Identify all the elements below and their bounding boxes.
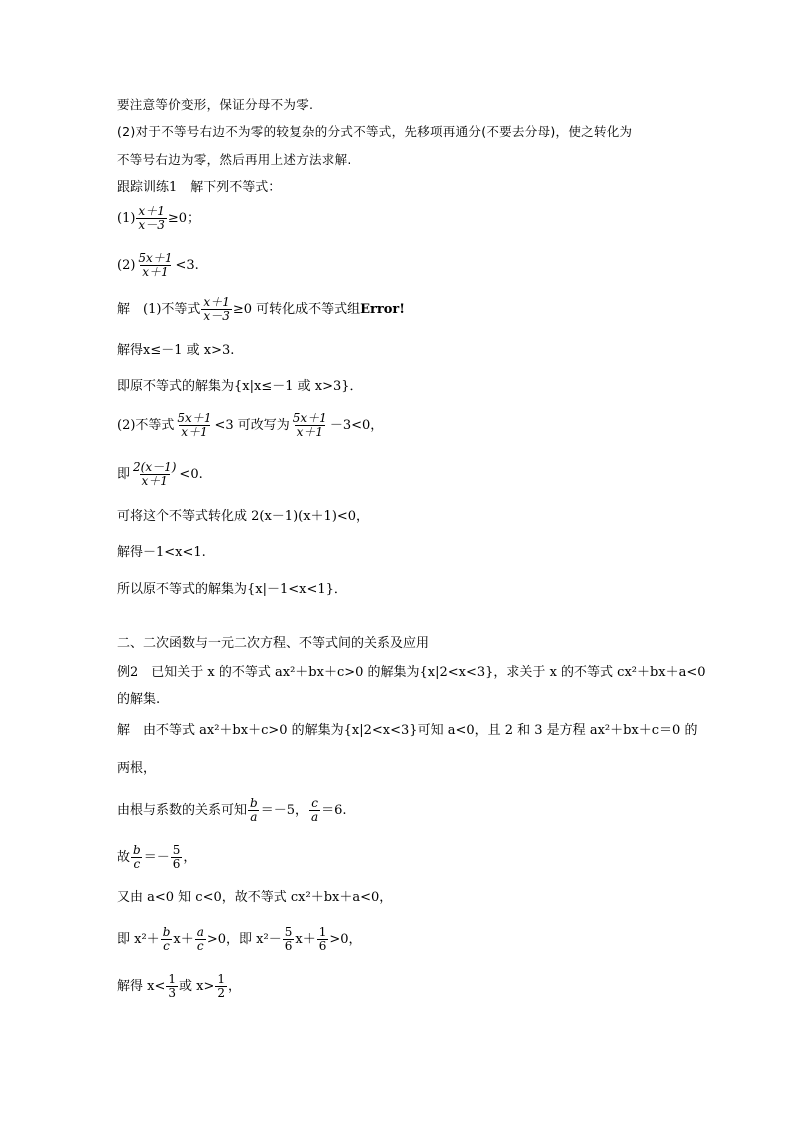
solution-line-6-term-1: x＋	[173, 931, 194, 947]
training-title	[117, 180, 281, 196]
fraction-numerator: 1	[318, 925, 327, 939]
solution-line-3-suffix: ＝6.	[321, 802, 347, 818]
example-2-solution-line-3	[117, 797, 347, 824]
intro-line-2	[117, 124, 632, 140]
solution-line-6-prefix: 即 x²＋	[117, 931, 160, 947]
solution-1-line-c	[117, 379, 363, 395]
solution-1-line-h	[117, 582, 347, 598]
fraction	[136, 205, 166, 232]
solution-1-line-b	[117, 343, 234, 359]
fraction-numerator: 5x＋1	[292, 411, 327, 425]
fraction-numerator: b	[133, 843, 141, 857]
fraction-denominator: 6	[172, 857, 181, 871]
training-problem-1	[117, 205, 200, 232]
fraction-numerator: 1	[217, 972, 225, 986]
fraction	[131, 844, 143, 871]
example-2-solution-text-1: 解 由不等式 ax²＋bx＋c>0 的解集为{x|2<x<3}可知 a<0，且 2 和 3 是方程 ax²＋bx＋c＝0 的	[117, 723, 698, 738]
intro-text-1: 要注意等价变形，保证分母不为零.	[117, 97, 314, 112]
fraction-denominator: a	[310, 810, 319, 824]
fraction	[317, 926, 329, 953]
solution-line-6-term-2: >0，即 x²－	[206, 931, 282, 947]
example-2-line-1	[117, 665, 706, 681]
fraction-numerator: 5x＋1	[177, 411, 212, 425]
solution-line-6-suffix: >0，	[329, 931, 362, 947]
fraction-denominator: c	[133, 857, 141, 871]
example-2-solution-line-6	[117, 926, 362, 953]
fraction-numerator: x＋1	[138, 204, 165, 218]
fraction-numerator: b	[250, 796, 258, 810]
problem-1-label: (1)	[117, 210, 136, 226]
fraction-numerator: 5	[284, 925, 293, 939]
intro-line-1	[117, 97, 313, 113]
fraction-numerator: 2(x－1)	[133, 460, 177, 474]
example-2-solution-line-7	[117, 973, 241, 1000]
solution-1-d-suffix: －3<0，	[329, 417, 384, 433]
solution-line-5-text: 又由 a<0 知 c<0，故不等式 cx²＋bx＋a<0，	[117, 890, 393, 905]
fraction	[283, 926, 295, 953]
fraction-denominator: 2	[217, 986, 225, 1000]
fraction	[248, 797, 260, 824]
fraction-denominator: x＋1	[142, 265, 169, 279]
fraction-numerator: 5	[172, 843, 181, 857]
fraction-denominator: x－3	[138, 218, 165, 232]
solution-line-4-prefix: 故	[117, 849, 131, 865]
solution-line-3-mid: ＝－5，	[260, 802, 308, 818]
solution-1-line-f	[117, 509, 369, 525]
fraction	[136, 252, 174, 279]
example-2-line-2	[117, 692, 160, 708]
intro-text-3: 不等号右边为零，然后再用上述方法求解.	[117, 152, 352, 167]
solution-line-4-mid: ＝－	[143, 849, 170, 865]
solution-1-d-mid: <3 可改写为	[214, 417, 290, 433]
fraction-denominator: x＋1	[181, 425, 208, 439]
solution-line-7-suffix: ，	[228, 978, 242, 994]
fraction-numerator: 5x＋1	[138, 251, 173, 265]
example-2-text-1: 例2 已知关于 x 的不等式 ax²＋bx＋c>0 的解集为{x|2<x<3}，求关于 x 的不等式 cx²＋bx＋a<0	[117, 665, 706, 680]
fraction-denominator: x＋1	[296, 425, 323, 439]
fraction-denominator: a	[250, 810, 258, 824]
example-2-text-2: 的解集.	[117, 692, 161, 707]
solution-1-c-text: 即原不等式的解集为{x|x≤－1 或 x>3}．	[117, 379, 363, 394]
fraction	[171, 844, 183, 871]
fraction	[215, 973, 227, 1000]
fraction	[201, 296, 231, 323]
fraction-numerator: 1	[168, 972, 176, 986]
fraction-denominator: c	[196, 939, 204, 953]
fraction	[309, 797, 320, 824]
solution-line-3-prefix: 由根与系数的关系可知	[117, 802, 248, 818]
example-2-solution-line-5	[117, 890, 392, 906]
solution-1-h-text: 所以原不等式的解集为{x|－1<x<1}．	[117, 582, 347, 597]
solution-1-e-suffix: <0.	[179, 466, 203, 482]
solution-1-line-g	[117, 545, 206, 561]
solution-1-b-text: 解得x≤－1 或 x>3.	[117, 343, 235, 358]
fraction-denominator: x－3	[203, 309, 230, 323]
solution-1-prefix: 解 (1)不等式	[117, 301, 201, 317]
solution-1-g-text: 解得－1<x<1.	[117, 545, 206, 560]
fraction	[175, 412, 213, 439]
fraction	[161, 926, 173, 953]
training-title-text: 跟踪训练1 解下列不等式：	[117, 180, 282, 195]
problem-1-suffix: ≥0；	[167, 210, 200, 226]
fraction-numerator: c	[311, 796, 318, 810]
fraction	[131, 461, 178, 488]
fraction-denominator: 6	[284, 939, 293, 953]
solution-line-4-suffix: ，	[183, 849, 197, 865]
solution-line-6-term-3: x＋	[295, 931, 316, 947]
solution-1-e-prefix: 即	[117, 466, 131, 482]
training-problem-2	[117, 252, 199, 279]
fraction-numerator: a	[196, 925, 204, 939]
problem-2-label: (2)	[117, 257, 136, 273]
solution-line-7-mid: 或 x>	[179, 978, 215, 994]
solution-1-f-text: 可将这个不等式转化成 2(x－1)(x＋1)<0，	[117, 509, 370, 524]
solution-1-d-prefix: (2)不等式	[117, 417, 175, 433]
solution-1-line-d	[117, 412, 383, 439]
example-2-solution-line-1	[117, 723, 697, 739]
fraction-numerator: x＋1	[203, 295, 230, 309]
intro-text-2: (2)对于不等号右边不为零的较复杂的分式不等式，先移项再通分(不要去分母)，使之转化为	[117, 124, 633, 139]
fraction-denominator: 6	[318, 939, 327, 953]
solution-line-7-prefix: 解得 x<	[117, 978, 166, 994]
fraction-denominator: 3	[168, 986, 176, 1000]
fraction-denominator: x＋1	[141, 474, 168, 488]
solution-1-suffix: ≥0 可转化成不等式组	[232, 301, 361, 317]
fraction-denominator: c	[163, 939, 170, 953]
solution-1-line-e	[117, 461, 203, 488]
intro-line-3	[117, 152, 352, 168]
fraction	[166, 973, 178, 1000]
fraction	[291, 412, 329, 439]
error-text: Error!	[360, 301, 405, 317]
fraction	[195, 926, 206, 953]
section-2-heading-text: 二、二次函数与一元二次方程、不等式间的关系及应用	[117, 636, 430, 651]
solution-1-line-a	[117, 296, 405, 323]
example-2-solution-text-2: 两根，	[117, 761, 157, 776]
example-2-solution-line-2	[117, 761, 156, 777]
fraction-numerator: b	[162, 925, 171, 939]
problem-2-suffix: <3.	[175, 257, 199, 273]
example-2-solution-line-4	[117, 844, 196, 871]
section-2-heading	[117, 636, 429, 652]
